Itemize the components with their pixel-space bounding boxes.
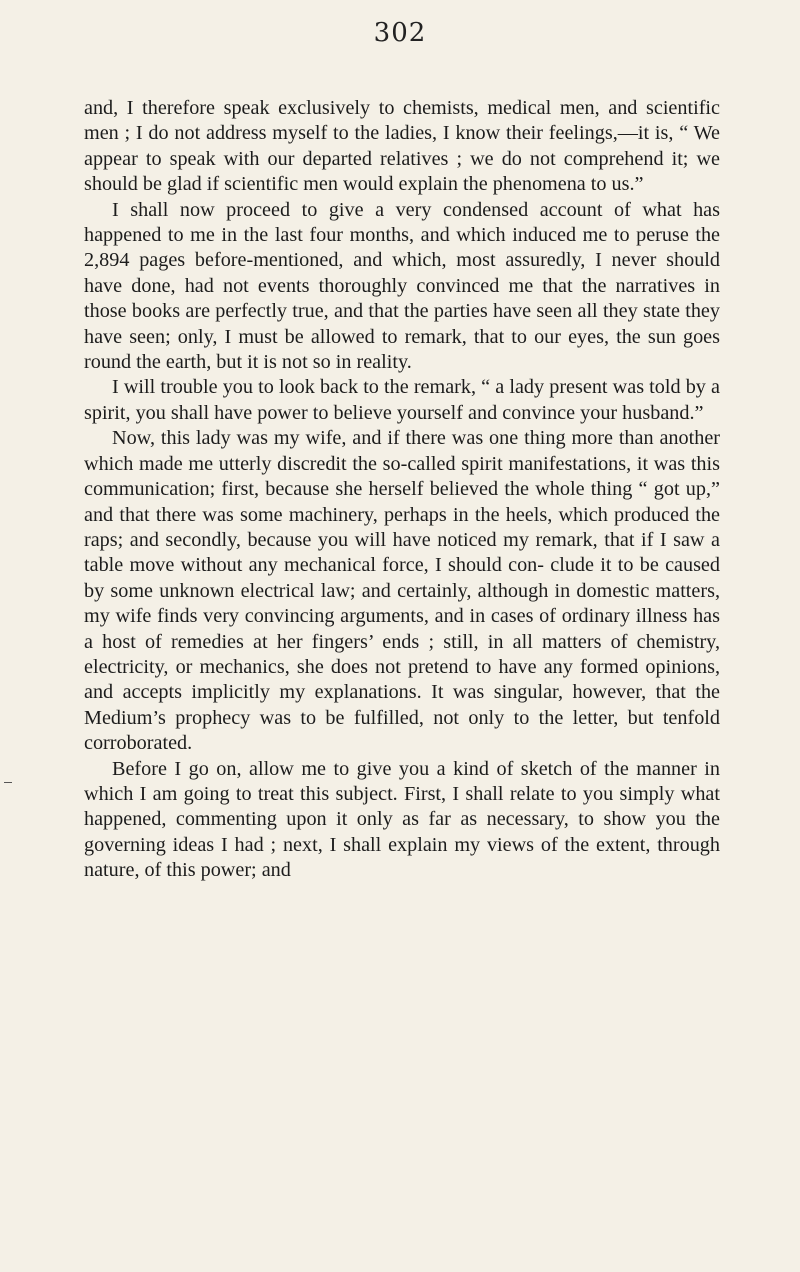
margin-mark	[4, 782, 12, 783]
paragraph-5: Before I go on, allow me to give you a kind of sketch of the manner in which I am going to treat this subject. First, I shall relate to you simply what happened, commenting upon it only as far as necessary, to show you the governing ideas I had ; next, I shall explain my views of the extent, through nature, of this power; and	[84, 757, 720, 882]
paragraph-1: and, I therefore speak exclusively to chemists, medical men, and scientific men ; I do not address myself to the ladies, I know their feelings,—it is, “ We appear to speak with our departed relatives ; we do not comprehend it; we should be glad if scientific men would explain the phenomena to us.”	[84, 97, 720, 196]
paragraph-4: Now, this lady was my wife, and if there was one thing more than another which made me utterly discredit the so-called spirit manifestations, it was this communication; first, because she herself believed the whole thing “ got up,” and that there was some machinery, perhaps in the heels, which produced the raps; and secondly, because you will have noticed my remark, that if I saw a table move without any mechanical force, I should con- clude it to be caused by some unknown electrical law; and certainly, although in domestic matters, my wife finds very convincing arguments, and in cases of ordinary illness has a host of remedies at her fingers’ ends ; still, in all matters of chemistry, electricity, or mechanics, she does not pretend to have any formed opinions, and accepts implicitly my explanations. It was singular, however, that the Medium’s prophecy was to be fulfilled, not only to the letter, but tenfold corroborated.	[84, 427, 720, 755]
paragraph-3: I will trouble you to look back to the remark, “ a lady present was told by a spirit, you shall have power to believe yourself and convince your husband.”	[84, 376, 720, 424]
paragraph-2: I shall now proceed to give a very condensed account of what has happened to me in the last four months, and which induced me to peruse the 2,894 pages before-mentioned, and which, most assuredly, I never should have done, had not events thoroughly convinced me that the narratives in those books are perfectly true, and that the parties have seen all they state they have seen; only, I must be allowed to remark, that to our eyes, the sun goes round the earth, but it is not so in reality.	[84, 198, 720, 374]
body-text	[84, 96, 720, 884]
page-number: 302	[373, 18, 427, 48]
